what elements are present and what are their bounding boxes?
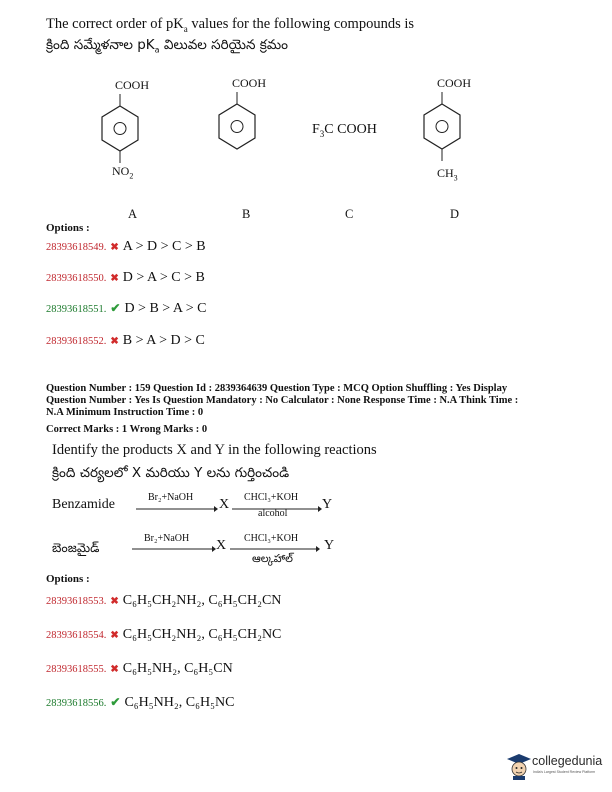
meta-line-2: Question Number : Yes Is Question Mandatory : No Calculator : None Response Time : N.A Think Time :	[46, 395, 519, 406]
logo-name: collegedunia	[532, 754, 603, 768]
graduate-mascot-icon	[506, 752, 532, 780]
option-text: C₆H₅CH₂NH₂, C₆H₅CH₂CN	[122, 593, 282, 608]
option-id: 28393618550.	[46, 273, 107, 284]
rxn-te-reagent1: Br₂+NaOH	[144, 533, 190, 544]
cross-icon: ✖	[110, 630, 119, 641]
rxn-te-reagent2-top: CHCl₃+KOH	[244, 533, 299, 544]
logo-tagline: India's Largest Student Review Platform	[533, 770, 596, 774]
rxn-en-y: Y	[322, 497, 333, 512]
cross-icon: ✖	[110, 596, 119, 607]
q158-text-en: The correct order of $pK_a$ values for the following compounds is	[46, 16, 415, 34]
option-id: 28393618553.	[46, 596, 107, 607]
q159-marks: Correct Marks : 1 Wrong Marks : 0	[46, 424, 208, 435]
option-id: 28393618551.	[46, 304, 107, 315]
cross-icon: ✖	[110, 242, 119, 253]
compound-a-label: A	[128, 207, 138, 221]
q159-text-en: Identify the products X and Y in the following reactions	[52, 442, 377, 458]
q158-option-3[interactable]	[46, 299, 206, 317]
option-text: D > A > C > B	[122, 270, 205, 285]
compound-d-bottom: $CH_3$	[437, 166, 458, 183]
option-text: A > D > C > B	[122, 239, 206, 254]
q159-option-3[interactable]	[46, 659, 233, 677]
option-id: 28393618556.	[46, 698, 107, 709]
q159-options-label: Options :	[46, 573, 90, 585]
cross-icon: ✖	[110, 336, 119, 347]
option-text: C₆H₅CH₂NH₂, C₆H₅CH₂NC	[122, 627, 282, 642]
compound-b-label: B	[242, 207, 251, 221]
q158-option-1[interactable]	[46, 237, 206, 255]
cross-icon: ✖	[110, 664, 119, 675]
compound-a-bottom: $NO_2$	[112, 164, 134, 181]
compound-a-top: COOH	[115, 78, 150, 92]
benzene-ring-b-icon	[212, 90, 262, 160]
rxn-en-reagent2-bottom: alcohol	[258, 508, 288, 519]
compound-d-label: D	[450, 207, 460, 221]
compound-c-label: C	[345, 207, 354, 221]
q158-text-te: క్రింది సమ్మేళనాల $pK_a$ విలువల సరియైన క్రమం	[46, 37, 288, 55]
q159-option-2[interactable]	[46, 625, 281, 643]
rxn-en-reagent2-top: CHCl₃+KOH	[244, 492, 299, 503]
rxn-en-reactant: Benzamide	[52, 497, 115, 512]
option-id: 28393618554.	[46, 630, 107, 641]
rxn-te-reagent2-bottom: ఆల్కహాల్	[252, 552, 293, 565]
rxn-te-x: X	[216, 538, 227, 553]
meta-line-3: N.A Minimum Instruction Time : 0	[46, 407, 204, 418]
q159-option-1[interactable]	[46, 591, 281, 609]
option-text: B > A > D > C	[122, 333, 205, 348]
option-id: 28393618549.	[46, 242, 107, 253]
arrow-icon	[132, 544, 216, 554]
q159-meta	[46, 383, 566, 419]
collegedunia-logo[interactable]	[506, 752, 606, 782]
cross-icon: ✖	[110, 273, 119, 284]
check-icon: ✔	[110, 695, 121, 709]
option-text: C₆H₅NH₂, C₆H₅NC	[124, 695, 235, 710]
option-id: 28393618555.	[46, 664, 107, 675]
option-id: 28393618552.	[46, 336, 107, 347]
compound-c-formula: $F_3C$ COOH	[312, 122, 377, 139]
check-icon: ✔	[110, 301, 121, 315]
q158-options-label: Options :	[46, 222, 90, 234]
compound-structures	[0, 68, 612, 228]
option-text: C₆H₅NH₂, C₆H₅CN	[122, 661, 233, 676]
meta-line-1: Question Number : 159 Question Id : 2839364639 Question Type : MCQ Option Shuffling : Yes Display	[46, 383, 508, 394]
rxn-en-x: X	[219, 497, 230, 512]
q158-option-2[interactable]	[46, 268, 205, 286]
rxn-te-y: Y	[324, 538, 335, 553]
rxn-en-reagent1: Br₂+NaOH	[148, 492, 194, 503]
arrow-icon	[136, 504, 218, 514]
option-text: D > B > A > C	[124, 301, 207, 316]
rxn-te-reactant: బెంజమైడ్	[52, 540, 100, 555]
q159-option-4[interactable]	[46, 693, 234, 711]
compound-d-top: COOH	[437, 76, 472, 90]
compound-b-top: COOH	[232, 76, 267, 90]
q159-text-te: క్రింది చర్యలలో X మరియు Y లను గుర్తించండి	[52, 465, 290, 481]
q158-option-4[interactable]	[46, 331, 205, 349]
